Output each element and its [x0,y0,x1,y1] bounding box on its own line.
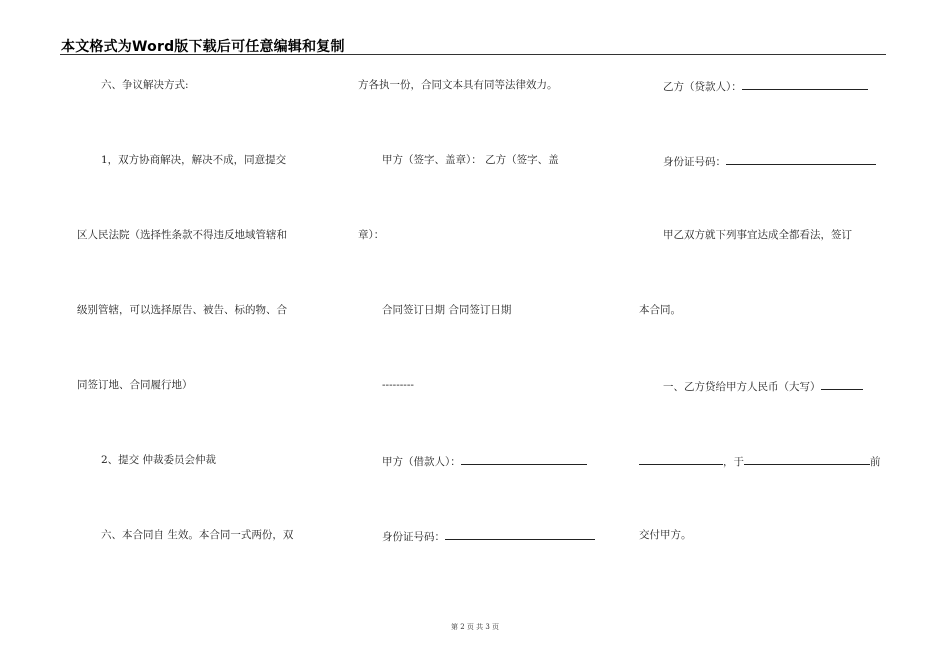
text-line: 六、争议解决方式: [101,79,189,91]
date-blank [744,453,870,465]
text-line: 2、提交 仲裁委员会仲裁 [101,454,217,466]
id-line-borrower [358,528,595,544]
id-number-blank [726,153,876,165]
borrower-blank [461,453,587,465]
signature-line-borrower [358,453,587,469]
page-number: 第 2 页 共 3 页 [450,623,500,631]
text-line: 合同签订日期 合同签订日期 [382,304,512,316]
id-number-blank [445,528,595,540]
text-line: --------- [382,379,414,391]
text-line: 同签订地、合同履行地） [77,379,193,391]
delivery-connector: ，于 [723,456,744,468]
lender-label: 乙方（贷款人）： [663,81,742,93]
text-line: 方各执一份，合同文本具有同等法律效力。 [358,79,558,91]
delivery-date-line [639,453,881,469]
text-line: 1，双方协商解决，解决不成，同意提交 [101,154,287,166]
document-header-title: 本文格式为Word版下载后可任意编辑和复制 [61,39,345,55]
lender-blank [742,78,868,90]
amount-blank [639,453,723,465]
borrower-label: 甲方（借款人）： [382,456,461,468]
text-line: 章）： [358,229,385,241]
text-line: 交付甲方。 [639,529,692,541]
text-line: 区人民法院（选择性条款不得违反地域管辖和 [77,229,287,241]
id-line-lender [639,153,876,169]
id-number-label: 身份证号码： [382,531,445,543]
text-line: 本合同。 [639,304,681,316]
id-number-label: 身份证号码： [663,156,726,168]
loan-amount-line [639,378,863,394]
loan-amount-label: 一、乙方贷给甲方人民币（大写） [663,381,821,393]
header-divider [60,54,886,55]
delivery-suffix: 前 [870,456,881,468]
signature-line-lender [639,78,868,94]
text-line: 甲方（签字、盖章）： 乙方（签字、盖 [382,154,559,166]
text-line: 六、本合同自 生效。本合同一式两份，双 [101,529,294,541]
text-line: 级别管辖，可以选择原告、被告、标的物、合 [77,304,287,316]
loan-amount-blank [821,378,863,390]
text-line: 甲乙双方就下列事宜达成全都看法，签订 [663,229,852,241]
